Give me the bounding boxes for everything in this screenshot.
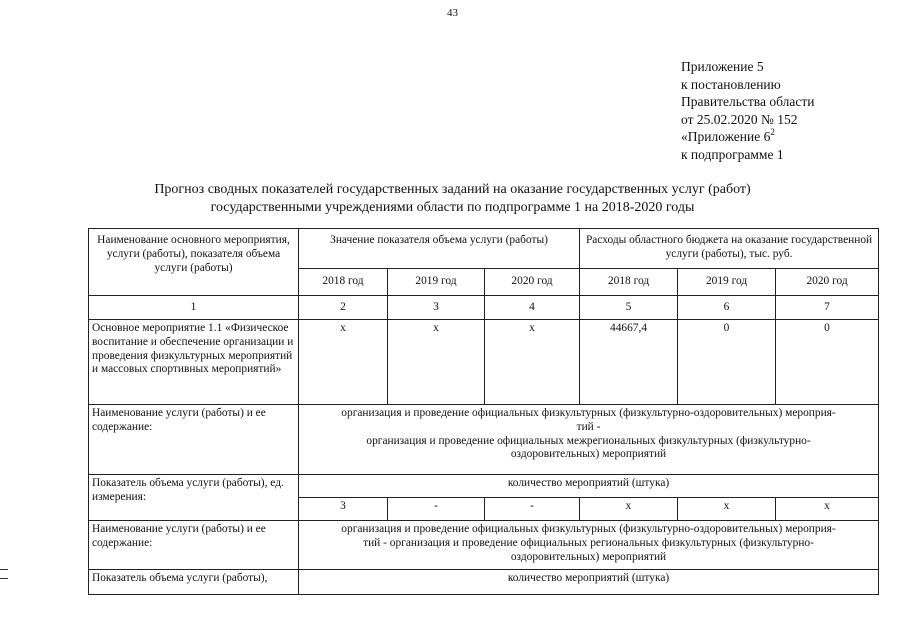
service-label: Наименование услуги (работы) и ее содержание: [89, 405, 299, 475]
page-number: 43 [447, 7, 458, 19]
service-description-line: организация и проведение официальных физкультурных (физкультурно-оздоровительных) мероприя- [341, 407, 836, 419]
appendix-line [681, 128, 814, 146]
forecast-table [88, 228, 879, 595]
appendix-line: Правительства области [681, 94, 815, 110]
header-year: 2019 год [388, 269, 485, 296]
main-event-value: 0 [776, 320, 879, 405]
service-description [299, 405, 879, 475]
appendix-block [681, 58, 814, 164]
scan-margin-mark [0, 578, 8, 579]
appendix-line: Приложение 5 [681, 59, 764, 74]
service-description-line: организация и проведение официальных межрегиональных физкультурных (физкультурно- [366, 434, 811, 447]
main-event-value: х [485, 320, 580, 405]
title-line: государственными учреждениями области по подпрограмме 1 на 2018-2020 годы [210, 199, 695, 215]
service-description-line: оздоровительных) мероприятий [510, 448, 667, 461]
service-row [89, 405, 879, 475]
document-title [0, 181, 905, 216]
main-event-name: Основное мероприятие 1.1 «Физическое воспитание и обеспечение организации и проведения физкультурных мероприятий и массовых спортивных мероприятий» [89, 320, 299, 405]
main-event-value: 0 [678, 320, 776, 405]
column-number: 3 [388, 296, 485, 320]
appendix-line: к подпрограмме 1 [681, 146, 784, 162]
appendix-line: к постановлению [681, 76, 781, 92]
indicator-value: х [678, 498, 776, 521]
column-number: 2 [299, 296, 388, 320]
header-group-volume: Значение показателя объема услуги (работы) [299, 229, 580, 269]
column-number: 6 [678, 296, 776, 320]
header-year: 2019 год [678, 269, 776, 296]
main-event-value: х [388, 320, 485, 405]
header-year: 2018 год [580, 269, 678, 296]
indicator-value: - [485, 498, 580, 521]
column-number: 5 [580, 296, 678, 320]
indicator-unit-row [89, 570, 879, 595]
header-year: 2020 год [776, 269, 879, 296]
indicator-value: х [776, 498, 879, 521]
service-label: Наименование услуги (работы) и ее содержание: [89, 521, 299, 570]
column-number: 1 [89, 296, 299, 320]
main-event-value: 44667,4 [580, 320, 678, 405]
indicator-unit-row [89, 475, 879, 498]
service-description-line: тий - организация и проведение официальных региональных физкультурных (физкультурно- [363, 536, 814, 549]
indicator-value: х [580, 498, 678, 521]
indicator-label: Показатель объема услуги (работы), ед. измерения: [89, 475, 299, 521]
scan-margin-mark [0, 569, 8, 570]
service-row [89, 521, 879, 570]
indicator-value: - [388, 498, 485, 521]
service-description [299, 521, 879, 570]
indicator-value: 3 [299, 498, 388, 521]
service-description-line: тий - [576, 420, 601, 433]
header-year: 2020 год [485, 269, 580, 296]
appendix-line: от 25.02.2020 № 152 [681, 111, 798, 127]
column-numbers-row [89, 296, 879, 320]
title-line: Прогноз сводных показателей государственных заданий на оказание государственных услуг (работ) [154, 182, 751, 197]
indicator-unit: количество мероприятий (штука) [299, 475, 879, 498]
column-number: 4 [485, 296, 580, 320]
main-event-row [89, 320, 879, 405]
header-year: 2018 год [299, 269, 388, 296]
header-col1: Наименование основного мероприятия, услуги (работы), показателя объема услуги (работы) [89, 229, 299, 296]
appendix-superscript: 2 [770, 127, 775, 138]
service-description-line: организация и проведение официальных физкультурных (физкультурно-оздоровительных) мероприя- [341, 523, 836, 535]
indicator-label: Показатель объема услуги (работы), [89, 570, 299, 595]
column-number: 7 [776, 296, 879, 320]
header-group-expenses: Расходы областного бюджета на оказание государственной услуги (работы), тыс. руб. [580, 229, 879, 269]
appendix-line-text: «Приложение 6 [681, 129, 771, 145]
service-description-line: оздоровительных) мероприятий [510, 550, 667, 563]
header-row [89, 229, 879, 269]
indicator-unit: количество мероприятий (штука) [299, 570, 879, 595]
main-event-value: х [299, 320, 388, 405]
